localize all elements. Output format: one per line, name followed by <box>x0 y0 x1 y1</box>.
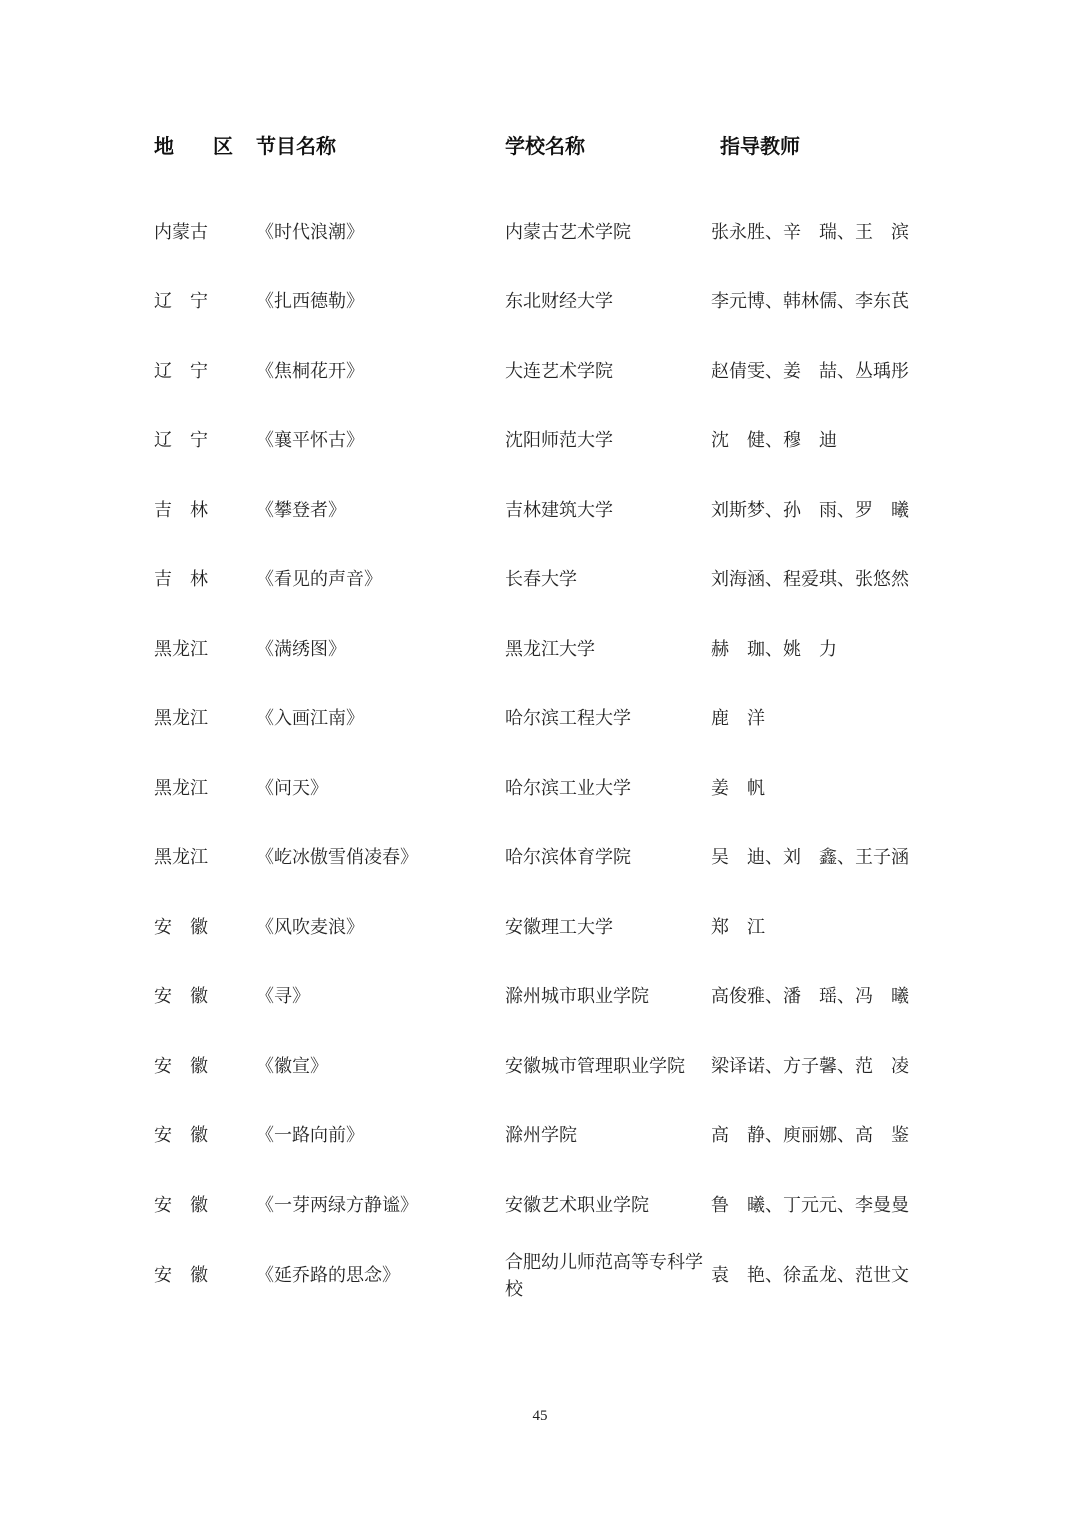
table-row <box>0 838 1080 878</box>
school-cell: 吉林建筑大学 <box>505 500 613 521</box>
region-cell: 辽 宁 <box>154 361 208 382</box>
teacher-cell: 赫 珈、姚 力 <box>711 639 837 660</box>
table-row <box>0 1186 1080 1226</box>
program-cell: 《风吹麦浪》 <box>256 917 364 938</box>
program-cell: 《徽宣》 <box>256 1056 328 1077</box>
table-row <box>0 769 1080 809</box>
program-cell: 《屹冰傲雪俏凌春》 <box>256 847 418 868</box>
teacher-cell: 高 静、庾丽娜、高 鉴 <box>711 1125 909 1146</box>
program-cell: 《扎西德勒》 <box>256 291 364 312</box>
school-cell: 长春大学 <box>505 569 577 590</box>
table-row <box>0 977 1080 1017</box>
teacher-cell: 高俊雅、潘 瑶、冯 曦 <box>711 986 909 1007</box>
table-row <box>0 908 1080 948</box>
teacher-cell: 姜 帆 <box>711 778 765 799</box>
table-row <box>0 1252 1080 1300</box>
region-cell: 吉 林 <box>154 569 208 590</box>
program-cell: 《一路向前》 <box>256 1125 364 1146</box>
region-cell: 黑龙江 <box>154 708 208 729</box>
program-cell: 《问天》 <box>256 778 328 799</box>
header-program-name: 节目名称 <box>256 134 336 158</box>
school-cell: 沈阳师范大学 <box>505 430 613 451</box>
teacher-cell: 吴 迪、刘 鑫、王子涵 <box>711 847 909 868</box>
header-region: 地 区 <box>154 134 249 158</box>
program-cell: 《看见的声音》 <box>256 569 382 590</box>
school-cell: 安徽城市管理职业学院 <box>505 1056 685 1077</box>
program-cell: 《焦桐花开》 <box>256 361 364 382</box>
teacher-cell: 鲁 曦、丁元元、李曼曼 <box>711 1195 909 1216</box>
program-cell: 《一芽两绿方静谧》 <box>256 1195 418 1216</box>
teacher-cell: 鹿 洋 <box>711 708 765 729</box>
teacher-cell: 梁译诺、方子馨、范 凌 <box>711 1056 909 1077</box>
table-row <box>0 213 1080 253</box>
program-cell: 《时代浪潮》 <box>256 222 364 243</box>
program-cell: 《寻》 <box>256 986 310 1007</box>
header-school-name: 学校名称 <box>505 134 585 158</box>
region-cell: 黑龙江 <box>154 639 208 660</box>
teacher-cell: 刘斯梦、孙 雨、罗 曦 <box>711 500 909 521</box>
school-cell: 哈尔滨工业大学 <box>505 778 631 799</box>
region-cell: 安 徽 <box>154 986 208 1007</box>
region-cell: 内蒙古 <box>154 222 208 243</box>
region-cell: 辽 宁 <box>154 430 208 451</box>
school-cell: 黑龙江大学 <box>505 639 595 660</box>
teacher-cell: 赵倩雯、姜 喆、丛瑀彤 <box>711 361 909 382</box>
program-cell: 《延乔路的思念》 <box>256 1265 400 1286</box>
school-cell: 安徽艺术职业学院 <box>505 1195 649 1216</box>
region-cell: 黑龙江 <box>154 778 208 799</box>
school-cell: 滁州城市职业学院 <box>505 986 649 1007</box>
school-cell: 内蒙古艺术学院 <box>505 222 631 243</box>
table-row <box>0 560 1080 600</box>
program-cell: 《入画江南》 <box>256 708 364 729</box>
school-cell: 合肥幼儿师范高等专科学校 <box>505 1252 703 1300</box>
table-row <box>0 352 1080 392</box>
page-number: 45 <box>532 1408 548 1424</box>
school-cell: 哈尔滨工程大学 <box>505 708 631 729</box>
region-cell: 安 徽 <box>154 1125 208 1146</box>
teacher-cell: 沈 健、穆 迪 <box>711 430 837 451</box>
header-instructor: 指导教师 <box>720 134 800 158</box>
region-cell: 吉 林 <box>154 500 208 521</box>
table-row <box>0 421 1080 461</box>
teacher-cell: 袁 艳、徐孟龙、范世文 <box>711 1265 909 1286</box>
school-cell: 大连艺术学院 <box>505 361 613 382</box>
school-cell: 哈尔滨体育学院 <box>505 847 631 868</box>
region-cell: 安 徽 <box>154 1195 208 1216</box>
table-row <box>0 282 1080 322</box>
table-row <box>0 1116 1080 1156</box>
teacher-cell: 张永胜、辛 瑞、王 滨 <box>711 222 909 243</box>
table-row <box>0 1047 1080 1087</box>
table-row <box>0 630 1080 670</box>
region-cell: 安 徽 <box>154 917 208 938</box>
region-cell: 安 徽 <box>154 1265 208 1286</box>
program-cell: 《攀登者》 <box>256 500 346 521</box>
region-cell: 辽 宁 <box>154 291 208 312</box>
program-cell: 《满绣图》 <box>256 639 346 660</box>
table-row <box>0 491 1080 531</box>
school-cell: 滁州学院 <box>505 1125 577 1146</box>
school-cell: 安徽理工大学 <box>505 917 613 938</box>
teacher-cell: 郑 江 <box>711 917 765 938</box>
teacher-cell: 刘海涵、程爱琪、张悠然 <box>711 569 909 590</box>
table-row <box>0 699 1080 739</box>
region-cell: 安 徽 <box>154 1056 208 1077</box>
teacher-cell: 李元博、韩林儒、李东芪 <box>711 291 909 312</box>
table-header <box>0 130 1080 160</box>
region-cell: 黑龙江 <box>154 847 208 868</box>
school-cell: 东北财经大学 <box>505 291 613 312</box>
program-cell: 《襄平怀古》 <box>256 430 364 451</box>
